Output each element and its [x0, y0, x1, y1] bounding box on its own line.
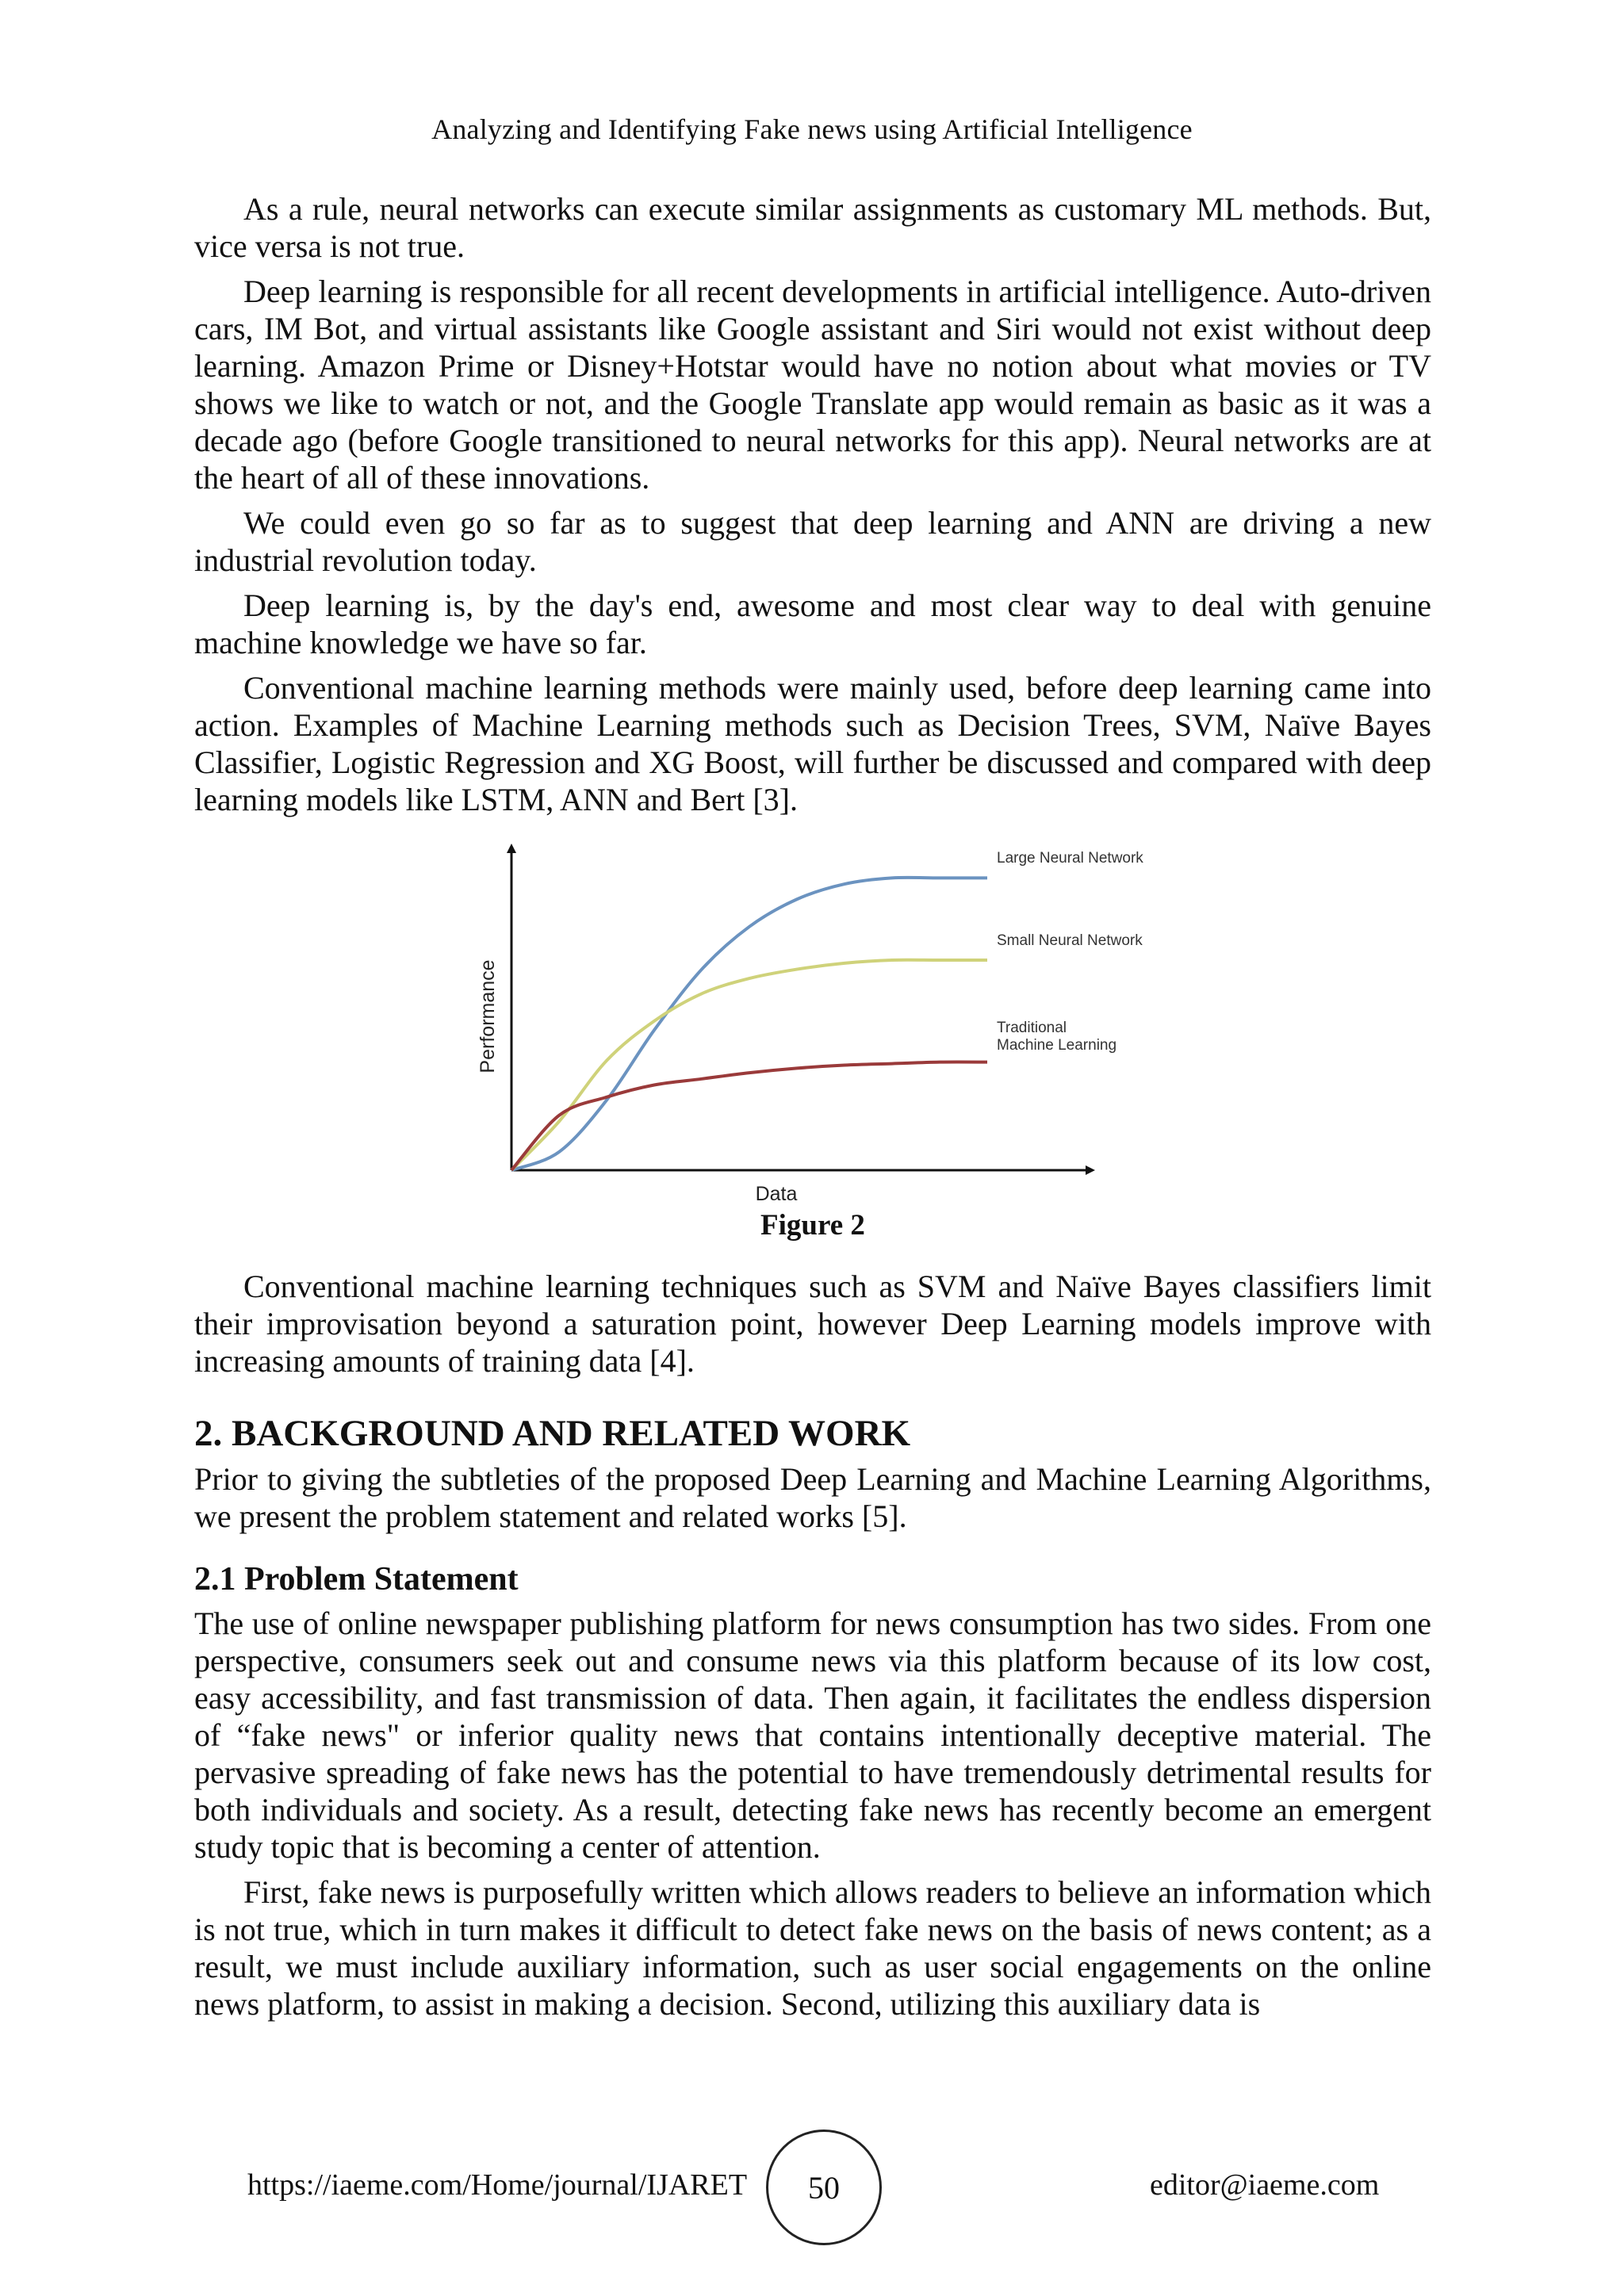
- performance-chart-svg: [194, 834, 1431, 1207]
- x-axis-label: Data: [755, 1183, 798, 1205]
- paragraph-intro-3: We could even go so far as to suggest that deep learning and ANN are driving a new industrial revolution today.: [194, 505, 1431, 578]
- page-number-circle: [766, 2130, 882, 2245]
- performance-chart: [194, 834, 1431, 1207]
- paragraph-intro-5: Conventional machine learning methods were mainly used, before deep learning came into action. Examples of Machine Learning methods such as Decision Trees, SVM, Naïve Bayes Classifier, Logistic Regression and XG Boost, will further be discussed and compared with deep learning models like LSTM, ANN and Bert [3].: [194, 670, 1431, 817]
- footer-journal-link[interactable]: https://iaeme.com/Home/journal/IJARET: [247, 2168, 748, 2202]
- paragraph-intro-2: Deep learning is responsible for all recent developments in artificial intelligence. Auto-driven cars, IM Bot, and virtual assistants like Google assistant and Siri would not exist without deep learning. Amazon Prime or Disney+Hotstar would have no notion about what movies or TV shows we like to watch or not, and the Google Translate app would remain as basic as it was a decade ago (before Google transitioned to neural networks for this app). Neural networks are at the heart of all of these innovations.: [194, 274, 1431, 496]
- legend-small-neural-network: Small Neural Network: [997, 932, 1143, 949]
- page-footer: [0, 2125, 1624, 2244]
- running-header: Analyzing and Identifying Fake news using Artificial Intelligence: [431, 113, 1193, 145]
- section-2-1-heading: 2.1 Problem Statement: [194, 1561, 519, 1598]
- paragraph-intro-1: As a rule, neural networks can execute similar assignments as customary ML methods. But, vice versa is not true.: [194, 191, 1431, 264]
- section-2-heading: 2. BACKGROUND AND RELATED WORK: [194, 1413, 911, 1454]
- legend-traditional-line-1: Traditional: [997, 1020, 1067, 1036]
- series-line-large-neural-network: [511, 878, 987, 1170]
- page-number: 50: [808, 2169, 840, 2206]
- paragraph-intro-4: Deep learning is, by the day's end, awesome and most clear way to deal with genuine machine knowledge we have so far.: [194, 587, 1431, 660]
- section-2-1-paragraph-2: First, fake news is purposefully written which allows readers to believe an information which is not true, which in turn makes it difficult to detect fake news on the basis of news content; as a result, we must include auxiliary information, such as user social engagements on the online news platform, to assist in making a decision. Second, utilizing this auxiliary data is: [194, 1874, 1431, 2022]
- series-line-traditional-machine-learning: [511, 1062, 987, 1170]
- series-line-small-neural-network: [511, 960, 987, 1170]
- section-2-1-paragraph-1: The use of online newspaper publishing platform for news consumption has two sides. From one perspective, consumers seek out and consume news via this platform because of its low cost, easy accessibility, and fast transmission of data. Then again, it facilitates the endless dispersion of “fake news" or inferior quality news that contains intentionally deceptive material. The pervasive spreading of fake news has the potential to have tremendously detrimental results for both individuals and society. As a result, detecting fake news has recently become an emergent study topic that is becoming a center of attention.: [194, 1605, 1431, 1865]
- y-axis-label: Performance: [477, 959, 499, 1073]
- section-2-paragraph: Prior to giving the subtleties of the proposed Deep Learning and Machine Learning Algorithms, we present the problem statement and related works [5].: [194, 1461, 1431, 1534]
- legend-large-neural-network: Large Neural Network: [997, 850, 1143, 867]
- paragraph-after-figure: Conventional machine learning techniques such as SVM and Naïve Bayes classifiers limit their improvisation beyond a saturation point, however Deep Learning models improve with increasing amounts of training data [4].: [194, 1269, 1431, 1379]
- figure-caption: Figure 2: [760, 1209, 865, 1242]
- legend-traditional-line-2: Machine Learning: [997, 1037, 1117, 1054]
- page-content: [194, 190, 1431, 2030]
- footer-email-link[interactable]: editor@iaeme.com: [1150, 2168, 1380, 2202]
